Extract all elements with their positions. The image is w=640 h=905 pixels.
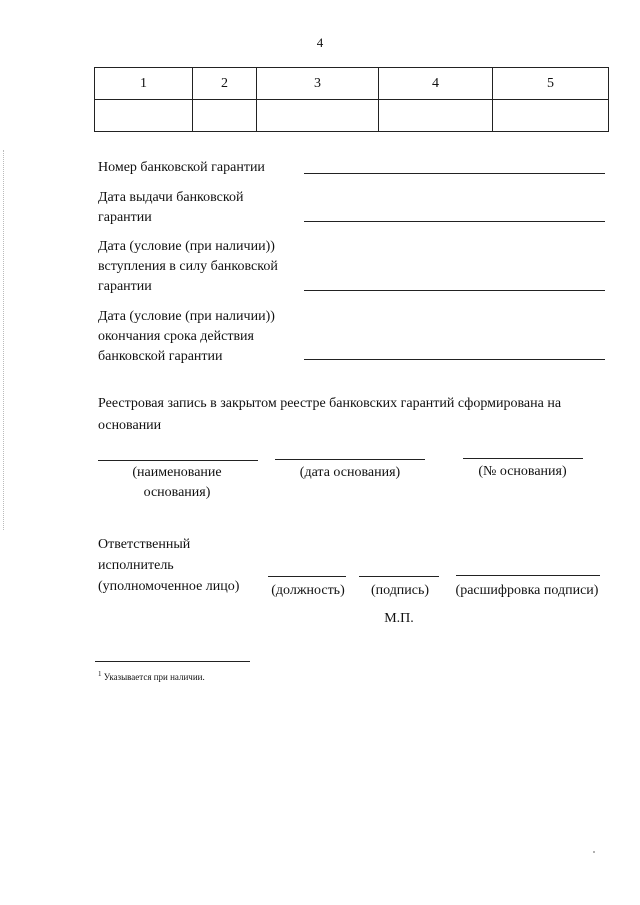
- table-cell[interactable]: [95, 100, 193, 132]
- basis-number-caption: (№ основания): [478, 464, 567, 479]
- position-caption: (должность): [271, 583, 345, 598]
- footnote: [98, 670, 205, 682]
- effective-date-label: Дата (условие (при наличии)) вступления в силу банковской гарантии: [98, 239, 278, 294]
- table-cell[interactable]: [493, 100, 609, 132]
- effective-date-line[interactable]: [304, 290, 605, 291]
- table-cell[interactable]: [379, 100, 493, 132]
- basis-number-line[interactable]: [463, 458, 583, 459]
- expiry-date-line[interactable]: [304, 359, 605, 360]
- page-number: 4: [316, 35, 324, 50]
- registry-text: Реестровая запись в закрытом реестре банковских гарантий сформирована на основании: [98, 396, 562, 433]
- issue-date-line[interactable]: [304, 221, 605, 222]
- decoding-line[interactable]: [456, 575, 600, 576]
- basis-date-line[interactable]: [275, 459, 425, 460]
- table-header-row: [95, 68, 609, 100]
- header-table: [94, 67, 609, 132]
- basis-name-caption: (наименование основания): [132, 465, 222, 500]
- decoding-caption: (расшифровка подписи): [455, 583, 599, 598]
- table-cell[interactable]: [193, 100, 257, 132]
- responsible-label: Ответственный исполнитель (уполномоченное лицо): [98, 537, 240, 594]
- stamp-place: М.П.: [384, 611, 414, 626]
- guarantee-number-label: Номер банковской гарантии: [98, 160, 265, 175]
- guarantee-number-line[interactable]: [304, 173, 605, 174]
- table-header-cell: 5: [493, 68, 609, 100]
- scan-edge-mark: [3, 150, 4, 530]
- signature-caption: (подпись): [370, 583, 430, 598]
- footnote-mark: 1: [98, 670, 102, 678]
- position-line[interactable]: [268, 576, 346, 577]
- basis-name-line[interactable]: [98, 460, 258, 461]
- table-cell[interactable]: [257, 100, 379, 132]
- signature-line[interactable]: [359, 576, 439, 577]
- issue-date-label: Дата выдачи банковской гарантии: [98, 190, 244, 225]
- scan-speck: [593, 851, 595, 853]
- table-row: [95, 100, 609, 132]
- expiry-date-label: Дата (условие (при наличии)) окончания срока действия банковской гарантии: [98, 309, 275, 364]
- table-header-cell: 4: [379, 68, 493, 100]
- table-header-cell: 1: [95, 68, 193, 100]
- footnote-text: Указывается при наличии.: [103, 672, 205, 682]
- basis-date-caption: (дата основания): [299, 465, 401, 480]
- table-header-cell: 2: [193, 68, 257, 100]
- footnote-divider: [95, 661, 250, 662]
- table-header-cell: 3: [257, 68, 379, 100]
